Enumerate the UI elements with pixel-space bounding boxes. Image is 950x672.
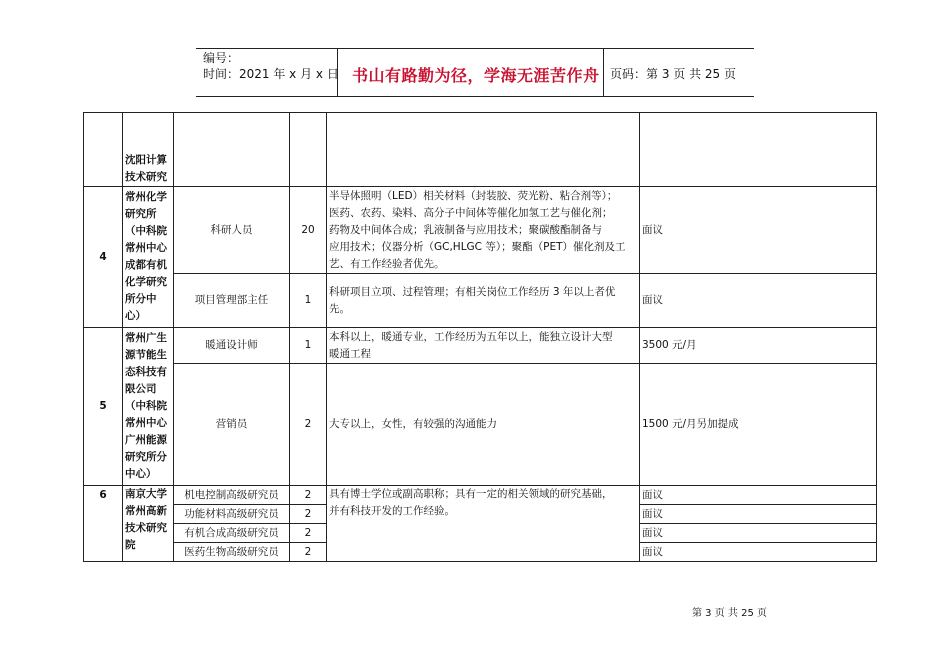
salary-cell: 面议 bbox=[640, 543, 877, 562]
header-number-label: 编号： bbox=[203, 51, 240, 65]
org-cell: 沈阳计算 技术研究 bbox=[123, 113, 174, 187]
table-row bbox=[84, 364, 877, 486]
table-row bbox=[84, 486, 877, 505]
salary-cell: 面议 bbox=[640, 524, 877, 543]
requirement-cell: 本科以上，暖通专业，工作经历为五年以上，能独立设计大型 暖通工程 bbox=[327, 328, 640, 364]
count-cell: 2 bbox=[290, 543, 327, 562]
position-cell: 项目管理部主任 bbox=[174, 274, 290, 328]
header-time-label: 时间：2021 年 x 月 x 日 bbox=[203, 67, 339, 81]
header-page-label: 页码：第 3 页 共 25 页 bbox=[610, 67, 736, 81]
header-divider-right bbox=[603, 48, 604, 96]
page-footer: 第 3 页 共 25 页 bbox=[692, 608, 767, 619]
position-cell: 有机合成高级研究员 bbox=[174, 524, 290, 543]
salary-cell: 面议 bbox=[640, 274, 877, 328]
salary-cell: 1500 元/月另加提成 bbox=[640, 364, 877, 486]
salary-cell: 面议 bbox=[640, 187, 877, 274]
count-cell: 2 bbox=[290, 505, 327, 524]
org-cell: 常州广生 源节能生 态科技有 限公司 （中科院 常州中心 广州能源 研究所分 中心） bbox=[123, 328, 174, 486]
org-cell: 常州化学 研究所 （中科院 常州中心 成都有机 化学研究 所分中 心） bbox=[123, 187, 174, 328]
header-bottom-rule bbox=[196, 96, 754, 97]
header-slogan: 书山有路勤为径，学海无涯苦作舟 bbox=[352, 66, 600, 85]
header-top-rule bbox=[196, 48, 754, 49]
position-cell: 机电控制高级研究员 bbox=[174, 486, 290, 505]
salary-cell: 3500 元/月 bbox=[640, 328, 877, 364]
table-row bbox=[84, 274, 877, 328]
count-cell: 2 bbox=[290, 524, 327, 543]
requirement-cell: 大专以上，女性，有较强的沟通能力 bbox=[327, 364, 640, 486]
salary-cell: 面议 bbox=[640, 486, 877, 505]
position-cell: 功能材料高级研究员 bbox=[174, 505, 290, 524]
table-row bbox=[84, 113, 877, 187]
table-row bbox=[84, 187, 877, 274]
requirement-cell: 具有博士学位或副高职称；具有一定的相关领域的研究基础， 并有科技开发的工作经验。 bbox=[327, 486, 640, 562]
count-cell bbox=[290, 113, 327, 187]
row-number-cell: 5 bbox=[84, 328, 123, 486]
requirement-cell: 半导体照明（LED）相关材料（封装胶、荧光粉、粘合剂等）； 医药、农药、染料、高分子中间体等催化加氢工艺与催化剂； 药物及中间体合成；乳液制备与应用技术；聚碳酸酯制备与 应用技术；仪器分析（GC,HLGC 等）；聚酯（PET）催化剂及工 艺、有工作经验者优先。 bbox=[327, 187, 640, 274]
row-number-cell bbox=[84, 113, 123, 187]
position-cell: 科研人员 bbox=[174, 187, 290, 274]
count-cell: 2 bbox=[290, 486, 327, 505]
org-cell: 南京大学 常州高新 技术研究 院 bbox=[123, 486, 174, 562]
row-number-cell: 4 bbox=[84, 187, 123, 328]
salary-cell: 面议 bbox=[640, 505, 877, 524]
count-cell: 1 bbox=[290, 328, 327, 364]
position-cell bbox=[174, 113, 290, 187]
position-cell: 医药生物高级研究员 bbox=[174, 543, 290, 562]
requirement-cell: 科研项目立项、过程管理；有相关岗位工作经历 3 年以上者优 先。 bbox=[327, 274, 640, 328]
recruitment-table bbox=[83, 112, 877, 562]
position-cell: 营销员 bbox=[174, 364, 290, 486]
requirement-cell bbox=[327, 113, 640, 187]
table-row bbox=[84, 328, 877, 364]
count-cell: 2 bbox=[290, 364, 327, 486]
row-number-cell: 6 bbox=[84, 486, 123, 562]
position-cell: 暖通设计师 bbox=[174, 328, 290, 364]
salary-cell bbox=[640, 113, 877, 187]
count-cell: 1 bbox=[290, 274, 327, 328]
count-cell: 20 bbox=[290, 187, 327, 274]
